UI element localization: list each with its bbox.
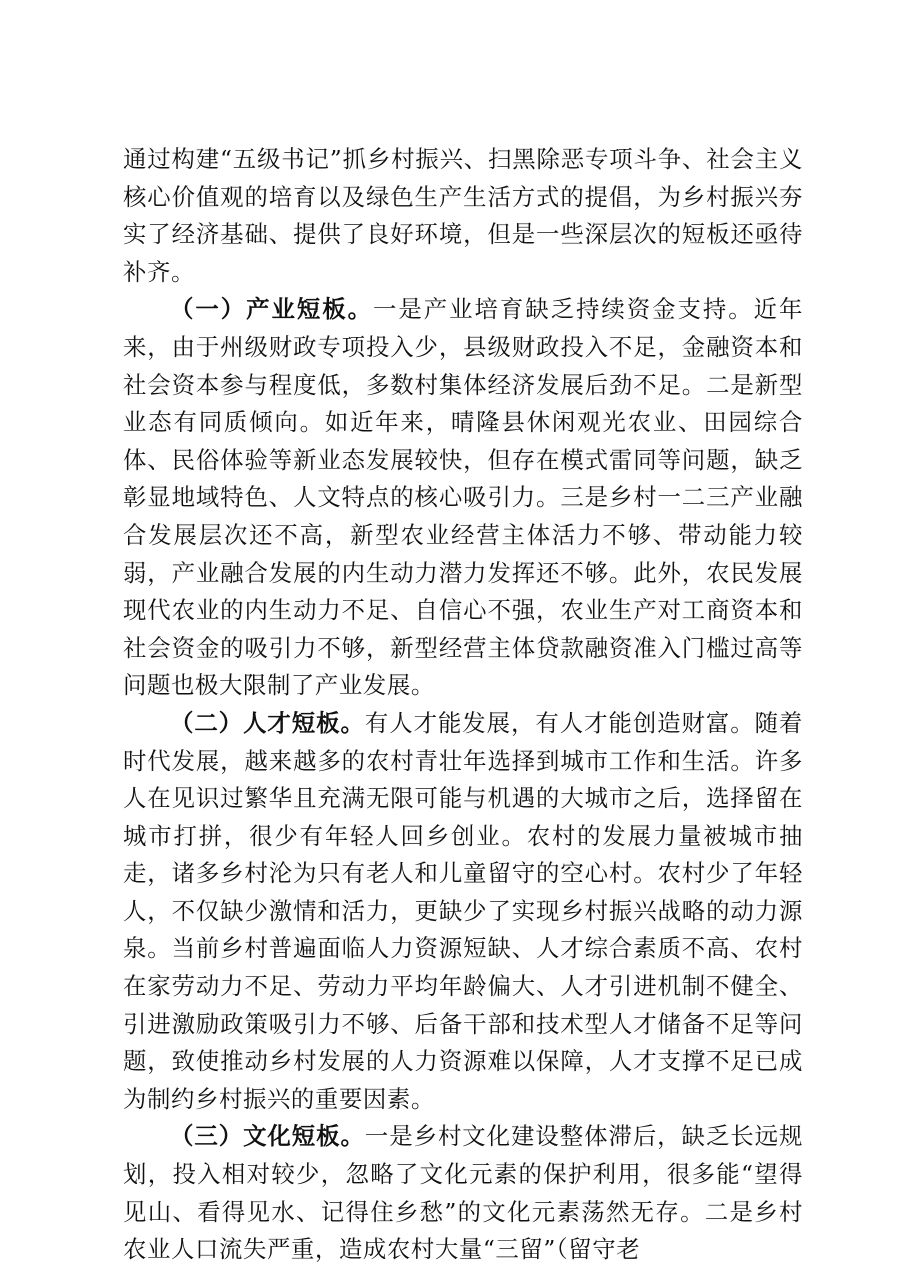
paragraph-talent-shortfall: [123, 705, 803, 1119]
section-heading-industry: （一）产业短板。: [170, 295, 373, 324]
paragraph-industry-shortfall: [123, 291, 803, 705]
document-body: [123, 141, 803, 1269]
paragraph-culture-shortfall: [123, 1118, 803, 1268]
paragraph-text: 一是产业培育缺乏持续资金支持。近年来，由于州级财政专项投入少，县级财政投入不足，金融资本和社会资本参与程度低，多数村集体经济发展后劲不足。二是新型业态有同质倾向。如近年来，晴隆县休闲观光农业、田园综合体、民俗体验等新业态发展较快，但存在模式雷同等问题，缺乏彰显地域特色、人文特点的核心吸引力。三是乡村一二三产业融合发展层次还不高，新型农业经营主体活力不够、带动能力较弱，产业融合发展的内生动力潜力发挥还不够。此外，农民发展现代农业的内生动力不足、自信心不强，农业生产对工商资本和社会资金的吸引力不够，新型经营主体贷款融资准入门槛过高等问题也极大限制了产业发展。: [123, 295, 803, 700]
paragraph-text: 一是乡村文化建设整体滞后，缺乏长远规划，投入相对较少，忽略了文化元素的保护利用，很多能“望得见山、看得见水、记得住乡愁”的文化元素荡然无存。二是乡村农业人口流失严重，造成农村大量“三留”（留守老: [123, 1122, 803, 1264]
section-heading-talent: （二）人才短板。: [170, 708, 365, 737]
section-heading-culture: （三）文化短板。: [170, 1122, 365, 1151]
paragraph-text: 有人才能发展，有人才能创造财富。随着时代发展，越来越多的农村青壮年选择到城市工作和生活。许多人在见识过繁华且充满无限可能与机遇的大城市之后，选择留在城市打拼，很少有年轻人回乡创业。农村的发展力量被城市抽走，诸多乡村沦为只有老人和儿童留守的空心村。农村少了年轻人，不仅缺少激情和活力，更缺少了实现乡村振兴战略的动力源泉。当前乡村普遍面临人力资源短缺、人才综合素质不高、农村在家劳动力不足、劳动力平均年龄偏大、人才引进机制不健全、引进激励政策吸引力不够、后备干部和技术型人才储备不足等问题，致使推动乡村发展的人力资源难以保障，人才支撑不足已成为制约乡村振兴的重要因素。: [123, 708, 803, 1113]
paragraph-text: 通过构建“五级书记”抓乡村振兴、扫黑除恶专项斗争、社会主义核心价值观的培育以及绿色生产生活方式的提倡，为乡村振兴夯实了经济基础、提供了良好环境，但是一些深层次的短板还亟待补齐。: [123, 145, 803, 286]
paragraph-intro-continuation: [123, 141, 803, 291]
